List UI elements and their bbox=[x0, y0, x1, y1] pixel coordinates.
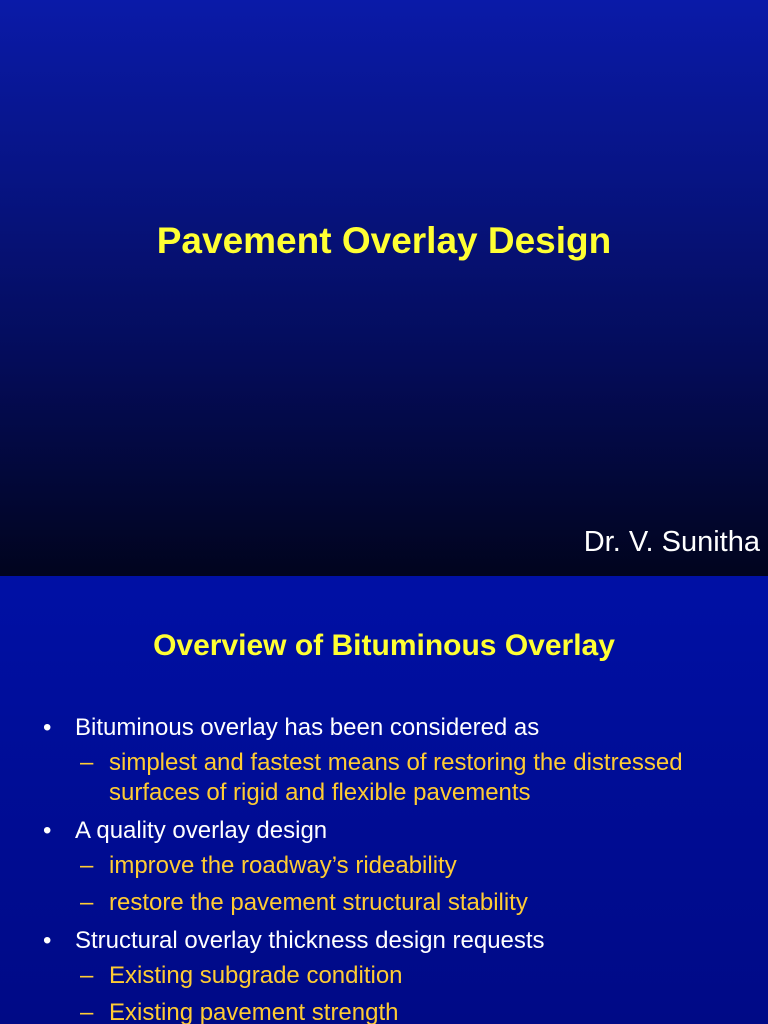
bullet-dot-icon: • bbox=[43, 714, 52, 741]
sub-bullet-item bbox=[0, 961, 768, 991]
bullet-dot-icon: • bbox=[43, 927, 52, 954]
sub-bullet-text: simplest and fastest means of restoring the distressed surfaces of rigid and flexible pavements bbox=[109, 749, 683, 806]
sub-bullet-item bbox=[0, 748, 768, 808]
sub-bullet-text: restore the pavement structural stability bbox=[109, 889, 528, 916]
dash-icon: – bbox=[80, 852, 94, 879]
dash-icon: – bbox=[80, 749, 94, 776]
bullet-item bbox=[0, 712, 768, 743]
sub-bullet-text: Existing pavement strength bbox=[109, 999, 399, 1024]
bullet-dot-icon: • bbox=[43, 817, 52, 844]
presentation-title: Pavement Overlay Design bbox=[156, 220, 612, 261]
dash-icon: – bbox=[80, 962, 94, 989]
bullet-text: Structural overlay thickness design requests bbox=[75, 927, 545, 954]
bullet-text: Bituminous overlay has been considered as bbox=[75, 714, 540, 741]
overview-slide bbox=[0, 576, 768, 1024]
bullet-list bbox=[0, 712, 768, 1024]
dash-icon: – bbox=[80, 999, 94, 1024]
bullet-text: A quality overlay design bbox=[75, 817, 328, 844]
bullet-item bbox=[0, 815, 768, 846]
sub-bullet-item bbox=[0, 851, 768, 881]
sub-bullet-text: improve the roadway’s rideability bbox=[109, 852, 457, 879]
slide-title: Overview of Bituminous Overlay bbox=[153, 629, 615, 662]
dash-icon: – bbox=[80, 889, 94, 916]
author-name: Dr. V. Sunitha bbox=[583, 526, 760, 558]
sub-bullet-item bbox=[0, 998, 768, 1024]
bullet-item bbox=[0, 925, 768, 956]
sub-bullet-item bbox=[0, 888, 768, 918]
sub-bullet-text: Existing subgrade condition bbox=[109, 962, 403, 989]
